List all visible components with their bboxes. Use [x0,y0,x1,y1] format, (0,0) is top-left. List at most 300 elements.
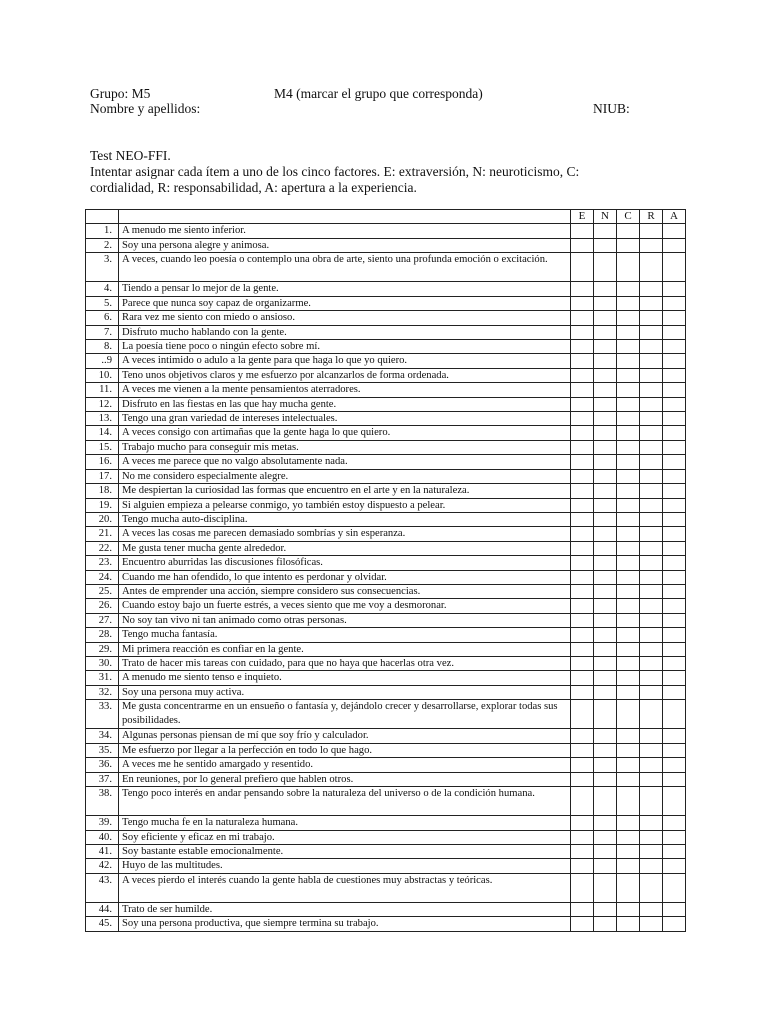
factor-cell-a[interactable] [663,845,686,859]
factor-cell-c[interactable] [617,685,640,699]
factor-cell-e[interactable] [571,570,594,584]
factor-cell-r[interactable] [640,368,663,382]
factor-cell-a[interactable] [663,859,686,873]
table-row [86,541,686,555]
item-number: 41. [86,845,119,859]
table-row [86,613,686,627]
factor-cell-n[interactable] [594,397,617,411]
factor-cell-r[interactable] [640,397,663,411]
factor-cell-r[interactable] [640,469,663,483]
factor-cell-e[interactable] [571,758,594,772]
table-row [86,469,686,483]
factor-cell-e[interactable] [571,484,594,498]
factor-cell-r[interactable] [640,426,663,440]
factor-cell-c[interactable] [617,729,640,743]
factor-cell-e[interactable] [571,426,594,440]
factor-cell-n[interactable] [594,758,617,772]
factor-cell-c[interactable] [617,253,640,282]
factor-cell-n[interactable] [594,642,617,656]
factor-cell-r[interactable] [640,816,663,830]
factor-cell-r[interactable] [640,685,663,699]
factor-cell-c[interactable] [617,816,640,830]
factor-cell-n[interactable] [594,700,617,729]
item-number: 2. [86,238,119,252]
factor-cell-r[interactable] [640,758,663,772]
factor-cell-e[interactable] [571,397,594,411]
factor-cell-e[interactable] [571,282,594,296]
factor-cell-a[interactable] [663,238,686,252]
factor-cell-e[interactable] [571,772,594,786]
factor-cell-a[interactable] [663,729,686,743]
table-row [86,584,686,598]
factor-cell-a[interactable] [663,224,686,238]
factor-cell-e[interactable] [571,296,594,310]
factor-cell-e[interactable] [571,845,594,859]
factor-cell-a[interactable] [663,282,686,296]
factor-cell-c[interactable] [617,787,640,816]
factor-cell-r[interactable] [640,556,663,570]
factor-cell-e[interactable] [571,700,594,729]
factor-cell-c[interactable] [617,584,640,598]
factor-cell-e[interactable] [571,830,594,844]
factor-cell-a[interactable] [663,685,686,699]
factor-cell-e[interactable] [571,859,594,873]
factor-cell-a[interactable] [663,628,686,642]
factor-cell-e[interactable] [571,224,594,238]
factor-cell-c[interactable] [617,311,640,325]
item-statement: En reuniones, por lo general prefiero que hablen otros. [119,772,571,786]
item-number: 43. [86,873,119,902]
factor-cell-a[interactable] [663,570,686,584]
factor-cell-n[interactable] [594,729,617,743]
item-number: 45. [86,917,119,931]
factor-cell-r[interactable] [640,772,663,786]
factor-cell-a[interactable] [663,498,686,512]
factor-cell-n[interactable] [594,628,617,642]
factor-cell-a[interactable] [663,527,686,541]
factor-cell-e[interactable] [571,311,594,325]
factor-cell-r[interactable] [640,512,663,526]
factor-cell-e[interactable] [571,340,594,354]
item-number: 5. [86,296,119,310]
table-row [86,845,686,859]
factor-cell-n[interactable] [594,541,617,555]
factor-cell-e[interactable] [571,656,594,670]
item-statement: Tengo poco interés en andar pensando sobre la naturaleza del universo o de la condición humana. [119,787,571,816]
factor-cell-c[interactable] [617,224,640,238]
factor-cell-e[interactable] [571,642,594,656]
factor-cell-c[interactable] [617,368,640,382]
factor-cell-r[interactable] [640,296,663,310]
factor-cell-c[interactable] [617,440,640,454]
item-number: 21. [86,527,119,541]
table-row [86,570,686,584]
factor-cell-c[interactable] [617,340,640,354]
factor-cell-c[interactable] [617,613,640,627]
factor-cell-r[interactable] [640,859,663,873]
factor-cell-e[interactable] [571,628,594,642]
factor-cell-e[interactable] [571,253,594,282]
factor-cell-r[interactable] [640,743,663,757]
item-number: 18. [86,484,119,498]
factor-cell-n[interactable] [594,253,617,282]
item-statement: Me gusta concentrarme en un ensueño o fantasía y, dejándolo crecer y desarrollarse, explorar todas sus posibilidades. [119,700,571,729]
item-number: 15. [86,440,119,454]
factor-cell-a[interactable] [663,613,686,627]
factor-cell-r[interactable] [640,845,663,859]
factor-cell-a[interactable] [663,758,686,772]
factor-cell-n[interactable] [594,311,617,325]
factor-cell-c[interactable] [617,296,640,310]
table-row [86,296,686,310]
factor-cell-r[interactable] [640,628,663,642]
factor-cell-a[interactable] [663,455,686,469]
group-label: Grupo: M5 [90,86,151,101]
factor-cell-r[interactable] [640,238,663,252]
table-row [86,758,686,772]
factor-cell-e[interactable] [571,556,594,570]
factor-cell-c[interactable] [617,412,640,426]
factor-cell-e[interactable] [571,440,594,454]
factor-cell-a[interactable] [663,541,686,555]
factor-cell-r[interactable] [640,354,663,368]
factor-cell-c[interactable] [617,903,640,917]
item-statement: Disfruto mucho hablando con la gente. [119,325,571,339]
factor-cell-c[interactable] [617,830,640,844]
factor-cell-a[interactable] [663,642,686,656]
group-option-m4: M4 (marcar el grupo que corresponda) [274,86,483,101]
item-number: 40. [86,830,119,844]
item-statement: La poesía tiene poco o ningún efecto sobre mí. [119,340,571,354]
factor-cell-n[interactable] [594,787,617,816]
factor-cell-c[interactable] [617,282,640,296]
factor-cell-e[interactable] [571,787,594,816]
factor-cell-n[interactable] [594,671,617,685]
factor-cell-n[interactable] [594,816,617,830]
factor-cell-e[interactable] [571,584,594,598]
factor-cell-c[interactable] [617,772,640,786]
factor-cell-c[interactable] [617,512,640,526]
item-number: 33. [86,700,119,729]
factor-cell-n[interactable] [594,845,617,859]
factor-cell-n[interactable] [594,685,617,699]
items-body [86,224,686,931]
factor-cell-n[interactable] [594,354,617,368]
table-row [86,498,686,512]
factor-cell-a[interactable] [663,700,686,729]
factor-cell-a[interactable] [663,656,686,670]
factor-cell-n[interactable] [594,584,617,598]
factor-cell-a[interactable] [663,484,686,498]
factor-cell-a[interactable] [663,772,686,786]
factor-cell-a[interactable] [663,368,686,382]
factor-cell-a[interactable] [663,383,686,397]
factor-cell-r[interactable] [640,498,663,512]
factor-cell-a[interactable] [663,325,686,339]
factor-cell-a[interactable] [663,440,686,454]
table-row [86,556,686,570]
factor-cell-a[interactable] [663,340,686,354]
factor-cell-n[interactable] [594,224,617,238]
factor-cell-r[interactable] [640,527,663,541]
factor-cell-c[interactable] [617,498,640,512]
table-row [86,873,686,902]
factor-cell-c[interactable] [617,642,640,656]
factor-cell-a[interactable] [663,426,686,440]
item-statement: A veces pierdo el interés cuando la gente habla de cuestiones muy abstractas y teóricas. [119,873,571,902]
factor-cell-c[interactable] [617,354,640,368]
item-statement: Trabajo mucho para conseguir mis metas. [119,440,571,454]
factor-cell-n[interactable] [594,412,617,426]
item-statement: Tengo mucha fantasía. [119,628,571,642]
factor-cell-n[interactable] [594,903,617,917]
factor-cell-r[interactable] [640,224,663,238]
factor-cell-r[interactable] [640,671,663,685]
factor-cell-c[interactable] [617,700,640,729]
table-row [86,282,686,296]
factor-cell-n[interactable] [594,772,617,786]
factor-cell-n[interactable] [594,440,617,454]
item-number: 10. [86,368,119,382]
factor-cell-e[interactable] [571,469,594,483]
factor-cell-c[interactable] [617,397,640,411]
factor-cell-c[interactable] [617,859,640,873]
factor-cell-e[interactable] [571,903,594,917]
factor-cell-r[interactable] [640,282,663,296]
group-line [90,86,483,102]
item-number: 36. [86,758,119,772]
factor-cell-a[interactable] [663,354,686,368]
factor-cell-e[interactable] [571,729,594,743]
factor-cell-n[interactable] [594,556,617,570]
factor-cell-r[interactable] [640,455,663,469]
table-row [86,383,686,397]
factor-cell-a[interactable] [663,584,686,598]
item-number: 16. [86,455,119,469]
factor-cell-e[interactable] [571,354,594,368]
factor-cell-n[interactable] [594,296,617,310]
factor-cell-r[interactable] [640,613,663,627]
table-row [86,238,686,252]
factor-cell-r[interactable] [640,311,663,325]
factor-cell-a[interactable] [663,599,686,613]
factor-cell-r[interactable] [640,830,663,844]
factor-cell-a[interactable] [663,873,686,902]
factor-cell-r[interactable] [640,656,663,670]
factor-cell-c[interactable] [617,541,640,555]
item-statement: No soy tan vivo ni tan animado como otras personas. [119,613,571,627]
factor-cell-n[interactable] [594,340,617,354]
factor-cell-n[interactable] [594,830,617,844]
factor-cell-r[interactable] [640,700,663,729]
item-statement: Teno unos objetivos claros y me esfuerzo por alcanzarlos de forma ordenada. [119,368,571,382]
factor-cell-e[interactable] [571,383,594,397]
factor-cell-c[interactable] [617,556,640,570]
table-row [86,224,686,238]
factor-cell-e[interactable] [571,325,594,339]
factor-cell-a[interactable] [663,671,686,685]
factor-cell-a[interactable] [663,830,686,844]
factor-cell-n[interactable] [594,743,617,757]
factor-cell-n[interactable] [594,368,617,382]
factor-cell-n[interactable] [594,873,617,902]
factor-cell-e[interactable] [571,685,594,699]
factor-cell-c[interactable] [617,656,640,670]
item-statement: Trato de ser humilde. [119,903,571,917]
factor-cell-r[interactable] [640,440,663,454]
factor-cell-e[interactable] [571,816,594,830]
table-row [86,354,686,368]
item-number: 22. [86,541,119,555]
factor-cell-c[interactable] [617,238,640,252]
factor-cell-n[interactable] [594,325,617,339]
item-statement: No me considero especialmente alegre. [119,469,571,483]
factor-cell-e[interactable] [571,599,594,613]
factor-cell-r[interactable] [640,570,663,584]
factor-cell-r[interactable] [640,484,663,498]
questionnaire-table [85,209,686,932]
item-statement: Cuando estoy bajo un fuerte estrés, a veces siento que me voy a desmoronar. [119,599,571,613]
factor-cell-e[interactable] [571,238,594,252]
item-statement: Disfruto en las fiestas en las que hay mucha gente. [119,397,571,411]
factor-cell-c[interactable] [617,599,640,613]
item-statement: Tengo mucha fe en la naturaleza humana. [119,816,571,830]
factor-cell-a[interactable] [663,311,686,325]
item-statement: Si alguien empieza a pelearse conmigo, yo también estoy dispuesto a pelear. [119,498,571,512]
factor-cell-n[interactable] [594,527,617,541]
factor-cell-c[interactable] [617,527,640,541]
factor-cell-a[interactable] [663,787,686,816]
factor-cell-c[interactable] [617,628,640,642]
factor-cell-n[interactable] [594,238,617,252]
factor-cell-r[interactable] [640,584,663,598]
factor-cell-c[interactable] [617,917,640,931]
factor-cell-e[interactable] [571,613,594,627]
item-statement: Encuentro aburridas las discusiones filosóficas. [119,556,571,570]
factor-cell-c[interactable] [617,383,640,397]
factor-cell-r[interactable] [640,541,663,555]
item-number: 7. [86,325,119,339]
factor-cell-r[interactable] [640,787,663,816]
factor-cell-n[interactable] [594,498,617,512]
table-row [86,311,686,325]
factor-cell-n[interactable] [594,917,617,931]
factor-cell-r[interactable] [640,729,663,743]
factor-cell-c[interactable] [617,484,640,498]
factor-cell-n[interactable] [594,383,617,397]
factor-cell-r[interactable] [640,383,663,397]
item-number: 39. [86,816,119,830]
factor-cell-n[interactable] [594,656,617,670]
factor-cell-n[interactable] [594,859,617,873]
factor-cell-c[interactable] [617,325,640,339]
factor-cell-c[interactable] [617,743,640,757]
factor-cell-e[interactable] [571,917,594,931]
factor-cell-e[interactable] [571,455,594,469]
factor-cell-r[interactable] [640,873,663,902]
factor-cell-e[interactable] [571,671,594,685]
table-row [86,772,686,786]
factor-cell-n[interactable] [594,282,617,296]
factor-cell-e[interactable] [571,873,594,902]
factor-cell-e[interactable] [571,743,594,757]
factor-cell-c[interactable] [617,758,640,772]
factor-cell-e[interactable] [571,512,594,526]
factor-cell-n[interactable] [594,613,617,627]
factor-cell-n[interactable] [594,599,617,613]
factor-cell-r[interactable] [640,642,663,656]
factor-cell-a[interactable] [663,469,686,483]
factor-cell-c[interactable] [617,570,640,584]
factor-cell-r[interactable] [640,253,663,282]
factor-cell-e[interactable] [571,498,594,512]
factor-cell-c[interactable] [617,671,640,685]
item-number: 19. [86,498,119,512]
factor-cell-a[interactable] [663,917,686,931]
factor-cell-a[interactable] [663,397,686,411]
item-number: 34. [86,729,119,743]
factor-cell-n[interactable] [594,484,617,498]
item-number: 27. [86,613,119,627]
item-statement: Mi primera reacción es confiar en la gente. [119,642,571,656]
factor-cell-r[interactable] [640,325,663,339]
factor-cell-n[interactable] [594,469,617,483]
factor-cell-c[interactable] [617,455,640,469]
factor-cell-e[interactable] [571,527,594,541]
factor-cell-c[interactable] [617,873,640,902]
factor-cell-e[interactable] [571,412,594,426]
item-statement: Me esfuerzo por llegar a la perfección en todo lo que hago. [119,743,571,757]
table-row [86,484,686,498]
table-row [86,397,686,411]
table-row [86,527,686,541]
factor-cell-c[interactable] [617,845,640,859]
factor-cell-n[interactable] [594,512,617,526]
factor-cell-a[interactable] [663,512,686,526]
table-row [86,830,686,844]
item-number: 29. [86,642,119,656]
factor-cell-n[interactable] [594,426,617,440]
factor-cell-a[interactable] [663,412,686,426]
factor-cell-a[interactable] [663,296,686,310]
factor-cell-r[interactable] [640,340,663,354]
item-number: 12. [86,397,119,411]
factor-cell-a[interactable] [663,816,686,830]
factor-cell-r[interactable] [640,917,663,931]
factor-cell-c[interactable] [617,426,640,440]
factor-cell-a[interactable] [663,743,686,757]
factor-cell-e[interactable] [571,541,594,555]
factor-cell-e[interactable] [571,368,594,382]
item-statement: A veces, cuando leo poesía o contemplo una obra de arte, siento una profunda emoción o excitación. [119,253,571,282]
factor-cell-n[interactable] [594,455,617,469]
factor-cell-a[interactable] [663,253,686,282]
table-header-row [86,210,686,224]
factor-cell-r[interactable] [640,903,663,917]
table-row [86,642,686,656]
factor-cell-a[interactable] [663,903,686,917]
factor-cell-c[interactable] [617,469,640,483]
factor-cell-a[interactable] [663,556,686,570]
item-number: 14. [86,426,119,440]
table-row [86,599,686,613]
factor-cell-n[interactable] [594,570,617,584]
factor-cell-r[interactable] [640,412,663,426]
item-number: 13. [86,412,119,426]
test-title: Test NEO-FFI. [90,148,171,163]
header-num-cell [86,210,119,224]
factor-cell-r[interactable] [640,599,663,613]
